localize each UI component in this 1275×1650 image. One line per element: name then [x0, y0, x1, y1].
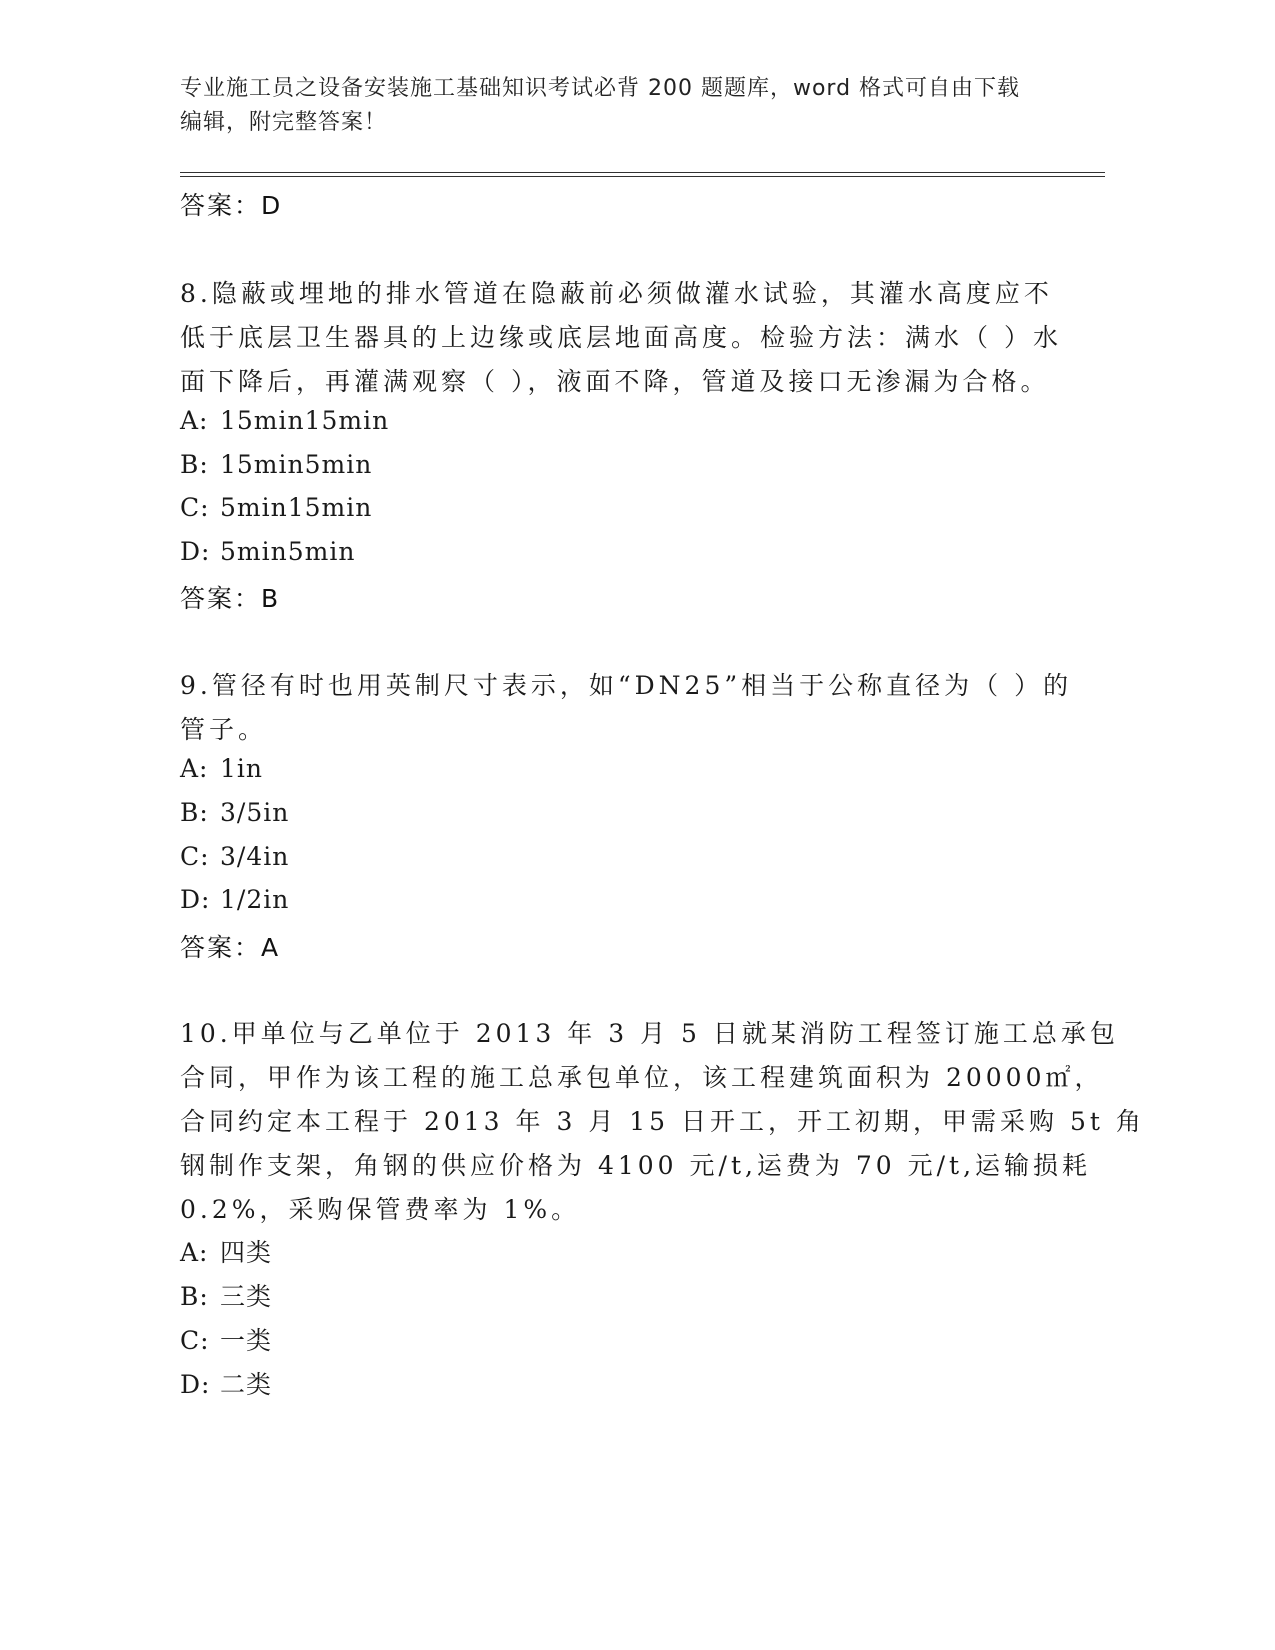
question-text-line: 10.甲单位与乙单位于 2013 年 3 月 5 日就某消防工程签订施工总承包: [180, 1019, 1119, 1048]
option-label: B:: [180, 450, 209, 479]
option-label: D:: [180, 1370, 211, 1399]
option-text: 3/4in: [220, 842, 290, 871]
question-text-line: 合同约定本工程于 2013 年 3 月 15 日开工，开工初期，甲需采购 5t 角: [180, 1107, 1145, 1136]
option-label: D:: [180, 885, 211, 914]
option-c: [180, 1321, 272, 1357]
option-label: A:: [180, 1238, 209, 1267]
option-label: D:: [180, 537, 211, 566]
previous-answer: 答案：D: [180, 191, 283, 220]
question-text-line: 8.隐蔽或埋地的排水管道在隐蔽前必须做灌水试验，其灌水高度应不: [180, 279, 1053, 308]
option-a: [180, 406, 389, 435]
option-text: 一类: [220, 1326, 273, 1355]
option-b: [180, 1277, 272, 1313]
option-label: B:: [180, 1282, 209, 1311]
question-text-line: 9.管径有时也用英制尺寸表示，如“DN25”相当于公称直径为（ ）的: [180, 671, 1073, 700]
option-d: [180, 885, 289, 914]
option-a: [180, 754, 263, 783]
question-text-line: 合同，甲作为该工程的施工总承包单位，该工程建筑面积为 20000㎡，: [180, 1063, 1104, 1092]
option-text: 5min15min: [220, 493, 373, 522]
option-c: [180, 842, 289, 871]
option-text: 15min15min: [220, 406, 390, 435]
header-line-2: 编辑，附完整答案！: [180, 110, 388, 135]
option-text: 5min5min: [220, 537, 356, 566]
option-label: C:: [180, 842, 210, 871]
question-text-line: 钢制作支架，角钢的供应价格为 4100 元/t,运费为 70 元/t,运输损耗: [180, 1151, 1092, 1180]
option-d: [180, 537, 355, 566]
answer-line: 答案：B: [180, 584, 281, 613]
option-text: 1/2in: [220, 885, 290, 914]
option-label: C:: [180, 493, 210, 522]
header-line-1: 专业施工员之设备安装施工基础知识考试必背 200 题题库，word 格式可自由下载: [180, 76, 1021, 101]
question-text-line: 面下降后，再灌满观察（ ），液面不降，管道及接口无渗漏为合格。: [180, 367, 1050, 396]
option-c: [180, 493, 372, 522]
option-label: C:: [180, 1326, 210, 1355]
question-text-line: 低于底层卫生器具的上边缘或底层地面高度。检验方法：满水（ ）水: [180, 323, 1062, 352]
option-text: 3/5in: [220, 798, 290, 827]
option-b: [180, 798, 289, 827]
question-text-line: 管子。: [180, 715, 268, 744]
option-a: [180, 1233, 272, 1269]
option-text: 二类: [220, 1370, 273, 1399]
option-text: 三类: [220, 1282, 273, 1311]
option-text: 1in: [220, 754, 264, 783]
document-header: [180, 72, 1060, 140]
option-d: [180, 1365, 272, 1401]
answer-line: 答案：A: [180, 933, 281, 962]
option-label: A:: [180, 754, 209, 783]
option-text: 四类: [220, 1238, 273, 1267]
header-divider-bottom: [180, 176, 1105, 177]
option-text: 15min5min: [220, 450, 373, 479]
header-divider-top: [180, 172, 1105, 173]
option-b: [180, 450, 372, 479]
option-label: A:: [180, 406, 209, 435]
option-label: B:: [180, 798, 209, 827]
question-text-line: 0.2%，采购保管费率为 1%。: [180, 1195, 581, 1224]
